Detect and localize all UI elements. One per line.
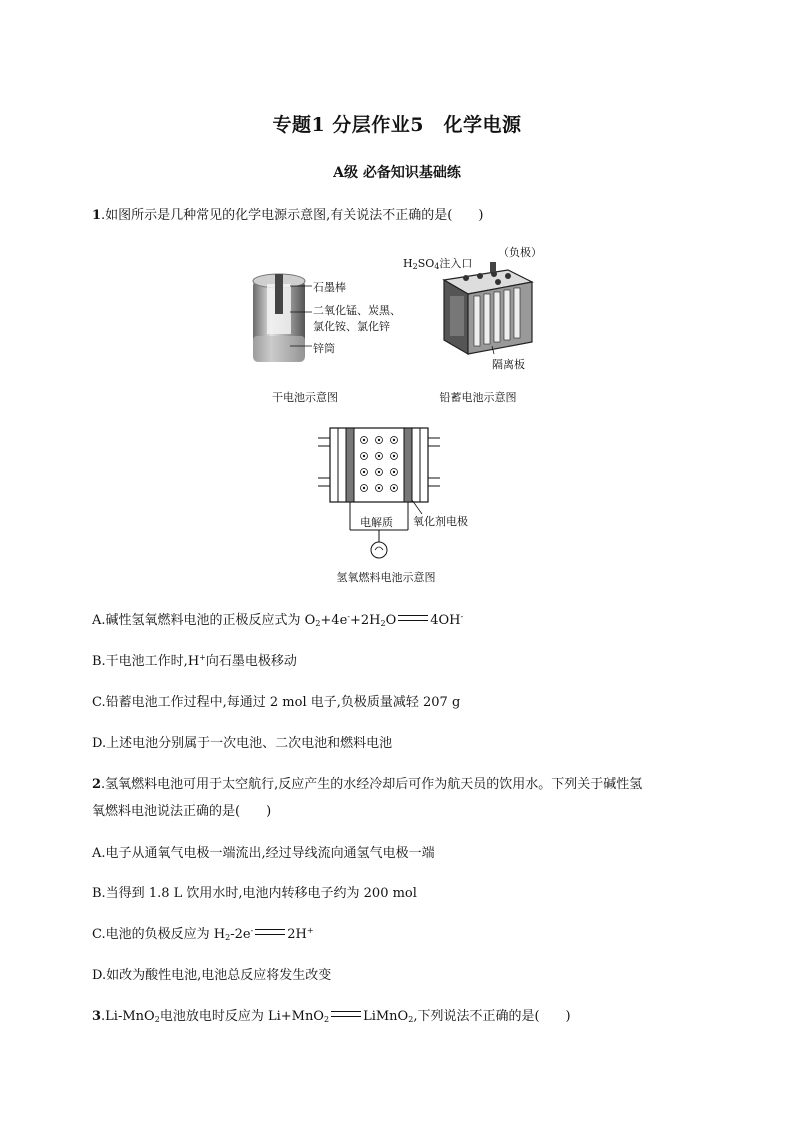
- graphite-rod-label: 石墨棒: [313, 281, 346, 294]
- mixture-label-line1: 二氧化锰、炭黑、: [313, 304, 401, 317]
- question-2-stem-line1: [92, 773, 642, 792]
- question-3-stem: 3.Li-MnO$_2$电池放电时反应为 Li+MnO$_2$ LiMnO$_2$,下列说法不正确的是( ): [92, 1009, 571, 1024]
- question-number: 2: [92, 777, 102, 792]
- lead-acid-battery-diagram: [436, 262, 536, 358]
- question-text: .如图所示是几种常见的化学电源示意图,有关说法不正确的是( ): [101, 208, 484, 223]
- q1-option-c: C.铅蓄电池工作过程中,每通过 2 mol 电子,负极质量减轻 207 g: [92, 695, 461, 710]
- q2-option-c: C.电池的负极反应为 $H_2-2e^-$ 2H+: [92, 926, 314, 942]
- question-number: 3: [92, 1009, 102, 1024]
- lead-battery-caption: 铅蓄电池示意图: [439, 391, 517, 404]
- question-text: .氢氧燃料电池可用于太空航行,反应产生的水经冷却后可作为航天员的饮用水。下列关于碱性氢: [101, 777, 643, 792]
- electrolyte-label: 电解质: [360, 516, 393, 529]
- equals-sign: [255, 929, 285, 935]
- question-number: 1: [92, 208, 102, 223]
- separator-label: 隔离板: [492, 358, 525, 371]
- q1-option-a: A.碱性氢氧燃料电池的正极反应式为 $O_2+4e^-+2H_2O$ 4OH-: [92, 612, 464, 628]
- q2-option-d: D.如改为酸性电池,电池总反应将发生改变: [92, 968, 332, 983]
- negative-pole-label: （负极）: [498, 246, 542, 259]
- hydrogen-oxygen-fuel-cell-diagram: [318, 424, 440, 564]
- equals-sign: [331, 1011, 361, 1017]
- q1-option-b: B.干电池工作时,H+向石墨电极移动: [92, 653, 297, 669]
- q2-option-b: B.当得到 1.8 L 饮用水时,电池内转移电子约为 200 mol: [92, 886, 417, 901]
- mixture-label-line2: 氯化铵、氯化锌: [313, 320, 390, 333]
- oxidant-electrode-label: 氧化剂电极: [413, 515, 468, 528]
- q2-option-a: A.电子从通氧气电极一端流出,经过导线流向通氢气电极一端: [92, 846, 435, 861]
- question-2-stem-line2: 氧燃料电池说法正确的是( ): [92, 804, 272, 819]
- equals-sign: [398, 615, 428, 621]
- dry-cell-caption: 干电池示意图: [272, 391, 338, 404]
- zinc-can-label: 锌筒: [313, 342, 335, 355]
- q1-option-d: D.上述电池分别属于一次电池、二次电池和燃料电池: [92, 736, 393, 751]
- section-subtitle: A级 必备知识基础练: [333, 165, 461, 181]
- page-title: 专题1 分层作业5 化学电源: [272, 114, 522, 136]
- question-1-stem: [92, 204, 483, 223]
- fuel-cell-caption: 氢氧燃料电池示意图: [336, 571, 436, 584]
- h2so4-inlet-label: $H_2SO_4$注入口: [403, 257, 473, 271]
